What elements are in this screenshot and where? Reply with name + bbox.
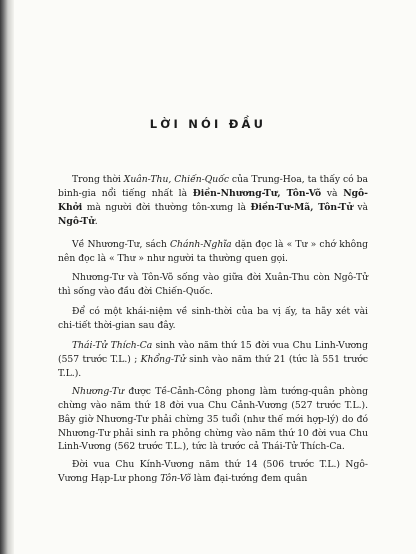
paragraph: Đời vua Chu Kính-Vương năm thứ 14 (506 trước T.L.) Ngô-Vương Hạp-Lư phong Tôn-Võ làm đại-tướng đem quân (58, 459, 368, 485)
paragraph: Thái-Tử Thích-Ca sinh vào năm thứ 15 đời vua Chu Linh-Vương (557 trước T.L.) ; Khổng-Tử sinh vào năm thứ 21 (tức là 551 trước T.L.). (58, 340, 368, 379)
page-title: LỜI NÓI ĐẦU (149, 117, 267, 131)
paragraph: Trong thời Xuân-Thu, Chiến-Quốc của Trung-Hoa, ta thấy có ba binh-gia nổi tiếng nhất là Điền-Nhương-Tư, Tôn-Võ và Ngô-Khởi mà người đời thường tôn-xưng là Điền-Tư-Mã, Tôn-Tử và Ngô-Tử. (58, 174, 368, 227)
body-text (58, 173, 368, 492)
paragraph: Về Nhương-Tư, sách Chánh-Nghĩa dặn đọc là « Tư » chớ không nên đọc là « Thư » như người ta thường quen gọi. (58, 238, 369, 264)
paragraph: Nhương-Tư và Tôn-Võ sống vào giữa đời Xuân-Thu còn Ngô-Tử thì sống vào đầu đời Chiến-Quốc. (58, 272, 368, 298)
book-spine-shadow (0, 0, 14, 554)
paragraph: Nhương-Tư được Tề-Cảnh-Công phong làm tướng-quân phòng chừng vào năm thứ 18 đời vua Chu Cảnh-Vương (527 trước T.L.). Bây giờ Nhương-Tư phải chừng 35 tuổi (như thế mới hợp-lý) do đó Nhương-Tư phải sinh ra phỏng chừng vào năm thứ 10 đời vua Chu Linh-Vương (562 trước T.L.), tức là trước cả Thái-Tử Thích-Ca. (58, 385, 368, 453)
paragraph: Để có một khái-niệm về sinh-thời của ba vị ấy, ta hãy xét vài chi-tiết thời-gian sau đây. (58, 306, 368, 332)
